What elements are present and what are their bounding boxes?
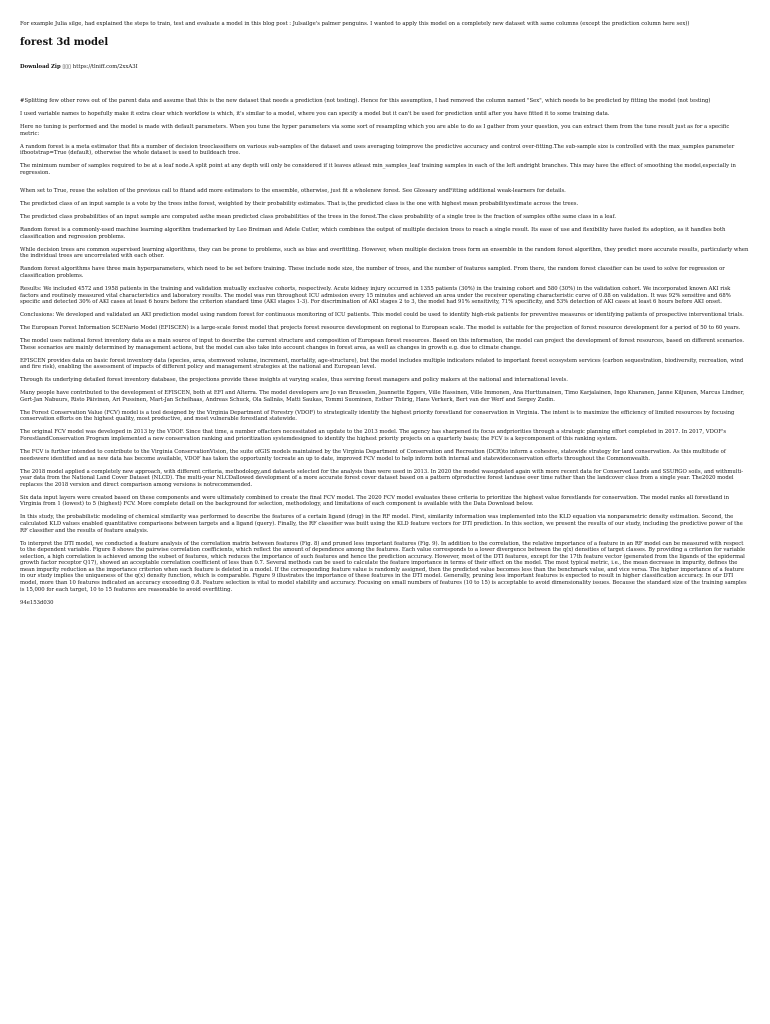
paragraph: The 2018 model applied a completely new approach, with different criteria, methodology,and datasets selected for the analysis than were used in 2013. In 2020 the model wasupdated again with more recent data for Conserved Lands and SSURGO soils, and withmulti-year data from the National Land Cover Dataset (NLCD). The multi-year NLCDallowed development of a more accurate forest cover dataset based on a pattern ofproductive forest landuse over time rather than the landcover class from a single year. The2020 model replaces the 2018 version and direct comparison among versions is notrecommended. [20, 468, 744, 488]
paragraph: The predicted class probabilities of an input sample are computed asthe mean predicted class probabilities of the trees in the forest.The class probability of a single tree is the fraction of samples ofthe same class in a leaf. [20, 214, 617, 221]
paragraph: Six data input layers were created based on these components and were ultimately combined to create the final FCV model. The 2020 FCV model evaluates these criteria to prioritize the highest value forestlands for conservation. The model ranks all forestland in Virginia from 1 (lowest) to 5 (highest) FCV. More complete detail on the background for selection, methodology, and limitations of each component is available with the Data Download below. [20, 494, 730, 508]
paragraph: When set to True, reuse the solution of the previous call to fitand add more estimators to the ensemble, otherwise, just fit a wholenew forest. See Glossary andFitting additional weak-learners for details. [20, 188, 566, 195]
download-label: Download Zip [20, 64, 61, 70]
paragraph: While decision trees are common supervised learning algorithms, they can be prone to problems, such as bias and overfitting. However, when multiple decision trees form an ensemble in the random forest algorithm, they predict more accurate results, particularly when the individual trees are uncorrelated with each other. [20, 246, 749, 260]
paragraph: Results: We included 4572 and 1958 patients in the training and validation mutually exclusive cohorts, respectively. Acute kidney injury occurred in 1355 patients (30%) in the training cohort and 580 (30%) in the validation cohort. We incorporated known AKI risk factors and routinely measured vital characteristics and laboratory results. The model was run throughout ICU admission every 15 minutes and achieved an area under the receiver operating characteristic curve of 0.88 on validation. It was 92% sensitive and 68% specific and detected 30% of AKI cases at least 6 hours before the criterion standard time (AKI stages 1-3). For discrimination of AKI stages 2 to 3, the model had 91% sensitivity, 71% specificity, and 53% detection of AKI cases at least 6 hours before AKI onset. [20, 286, 731, 306]
paragraph: A random forest is a meta estimator that fits a number of decision treeclassifiers on various sub-samples of the dataset and uses averaging toimprove the predictive accuracy and control over-fitting.The sub-sample size is controlled with the max_samples parameter ifbootstrap=True (default), otherwise the whole dataset is used to buildeach tree. [20, 143, 735, 157]
paragraph: Random forest algorithms have three main hyperparameters, which need to be set before training. These include node size, the number of trees, and the number of features sampled. From there, the random forest classifier can be used to solve for regression or classification problems. [20, 266, 725, 280]
paragraph: EFISCEN provides data on basic forest inventory data (species, area, stemwood volume, increment, mortality, age-structure), but the model includes multiple indicators related to important forest ecosystem services (carbon sequestration, biodiversity, recreation, wind and fire risk), enabling the assessment of impacts of different policy and management strategies at the national and European level. [20, 357, 744, 371]
intro-text: For example Julia silge, had explained the steps to train, test and evaluate a model in this blog post : Julsailge's palmer penguins. I wanted to apply this model on a completely new dataset with same columns (except the prediction column here sex)) [20, 21, 690, 27]
paragraph: Random forest is a commonly-used machine learning algorithm trademarked by Leo Breiman and Adele Cutler, which combines the output of multiple decision trees to reach a single result. Its ease of use and flexibility have fueled its adoption, as it handles both classification and regression problems. [20, 227, 726, 240]
download-link[interactable]: https://tlniff.com/2xxA3I [72, 64, 138, 70]
paragraph: The Forest Conservation Value (FCV) model is a tool designed by the Virginia Department of Forestry (VDOF) to strategically identify the highest priority forestland for conservation in Virginia. The intent is to maximize the efficiency of limited resources by focusing conservation efforts on the highest quality, most productive, and most vulnerable forestland statewide. [20, 409, 735, 423]
paragraph: The predicted class of an input sample is a vote by the trees inthe forest, weighted by their probability estimates. That is,the predicted class is the one with highest mean probabilityestimate across the trees. [20, 201, 579, 208]
paragraph: To interpret the DTI model, we conducted a feature analysis of the correlation matrix between features (Fig. 8) and pruned less important features (Fig. 9). In addition to the correlation, the relative importance of a feature in an RF model can be measured with respect to the dependent variable. Figure 8 shows the pairwise correlation coefficients, which reflect the amount of dependence among the features. Each value corresponds to a lower divergence between the q(x) densities of target classes. By providing a criterion for variable selection, a high correlation is achieved among the subset of features, which reduces the importance of such features and hence the prediction accuracy. However, most of the DTI features, except for the 17th feature vector (generated from the ligands of the epidermal growth factor receptor Q17), showed an acceptable correlation coefficient of less than 0.7. Several methods can be used to calculate the feature importance in terms of their effect on the model. The most typical metric, i.e., the mean decrease in impurity, defines the mean impurity reduction as the importance criterion when each feature is deleted in a model. If the corresponding feature value is randomly assigned, then the predicted value becomes less than the benchmark value, and vice versa. The higher importance of a feature in our study implies the uniqueness of the q(x) density function, which is comparable. Figure 9 illustrates the importance of these features in the DTI model. Generally, pruning less important features is expected to result in higher classification accuracy. In our DTI model, more than 10 features indicated an accuracy exceeding 0.8. Feature selection is vital to model stability and accuracy. Focusing on small numbers of features (10 to 15) is acceptable to avoid dimensionality issues. Because the standard size of the training samples is 15,000 for each target, 10 to 15 features are reasonable to avoid overfitting. [20, 540, 747, 593]
paragraph: The model uses national forest inventory data as a main source of input to describe the current structure and composition of European forest resources. Based on this information, the model can project the development of forest resources, based on different scenarios. These scenarios are mainly determined by management actions, but the model can also take into account changes in forest area, as well as changes in growth e.g. due to climate change. [20, 338, 745, 351]
page-title: forest 3d model [20, 37, 109, 48]
paragraph: Here no tuning is performed and the model is made with default parameters. When you tune the hyper parameters via some sort of resampling which you are able to do as I gather from your question, you can extract them from the tune result just as for a specific metric: [20, 123, 730, 137]
paragraph: The FCV is further intended to contribute to the Virginia ConservationVision, the suite ofGIS models maintained by the Virginia Department of Conservation and Recreation (DCR)to inform a cohesive, statewide strategy for land conservation. As this multitude of needswere identified and as new data has become available, VDOF has taken the opportunity tocreate an up to date, improved FCV model to help inform both internal and statewideconservation efforts throughout the Commonwealth. [20, 449, 726, 462]
paragraph: The original FCV model was developed in 2013 by the VDOF. Since that time, a number offactors necessitated an update to the 2013 model. The agency has sharpened its focus andpriorities through a strategic planning effort completed in 2017. In 2017, VDOF's ForestlandConservation Program implemented a new conservation ranking and prioritization systemdesigned to identify the highest priority projects on a quarterly basis; the FCV is a keycomponent of this ranking system. [20, 429, 727, 443]
paragraph: Conclusions: We developed and validated an AKI prediction model using random forest for continuous monitoring of ICU patients. This model could be used to identify high-risk patients for preventive measures or identifying patients of prospective interventional trials. [20, 312, 744, 319]
paragraph: Many people have contributed to the development of EFISCEN, both at EFI and Alterra. The model developers are Jo van Brusselen, Jeannette Eggers, Ville Hassinen, Ville Immonen, Ana Hurttunainen, Timo Karjalainen, Ingo Kharanen, Janne Kiljunen, Marcus Lindner, Gert-Jan Nabuurs, Risto Päivinen, Ari Pussinen, Mart-Jan Schelhaas, Andreas Schuck, Ola Sallnäs, Matti Saukas, Tommi Suominen, Esther Thürig, Hans Verkerk, Bert van der Werf and Sergey Zudin. [20, 390, 745, 403]
paragraph: The minimum number of samples required to be at a leaf node.A split point at any depth will only be considered if it leaves atleast min_samples_leaf training samples in each of the left andright branches. This may have the effect of smoothing the model,especially in regression. [20, 163, 736, 176]
paragraph: I used variable names to hopefully make it extra clear which workflow is which, it's similar to a model, where you can specify a model but it can't be used for prediction until after you have fitted it to some training data. [20, 110, 610, 117]
download-glyphs: ▯▯▯ [62, 64, 72, 70]
footer-code: 94e153d030 [20, 599, 54, 606]
download-line [20, 64, 750, 71]
paragraph: In this study, the probabilistic modeling of chemical similarity was performed to describe the features of a certain ligand (drug) in the RF model. First, similarity information was implemented into the KLD equation via nonparametric density estimation. Second, the calculated KLD values enabled quantitative comparisons between targets and a ligand (query). Finally, the RF classifier was built using the KLD feature vectors for DTI prediction. In this section, we present the results of our study, including the predictive power of the RF classifier and the results of feature analysis. [20, 514, 743, 534]
paragraph: The European Forest Information SCENario Model (EFISCEN) is a large-scale forest model that projects forest resource development on regional to European scale. The model is suitable for the projection of forest resource development for a period of 50 to 60 years. [20, 325, 741, 332]
paragraph: #Splitting few other rows out of the parent data and assume that this is the new dataset that needs a prediction (not testing). Hence for this assumption, I had removed the column named "Sex", which needs to be predicted by fitting the model (not testing) [20, 98, 711, 104]
paragraph: Through its underlying detailed forest inventory database, the projections provide these insights at varying scales, thus serving forest managers and policy makers at the national and international levels. [20, 377, 568, 384]
